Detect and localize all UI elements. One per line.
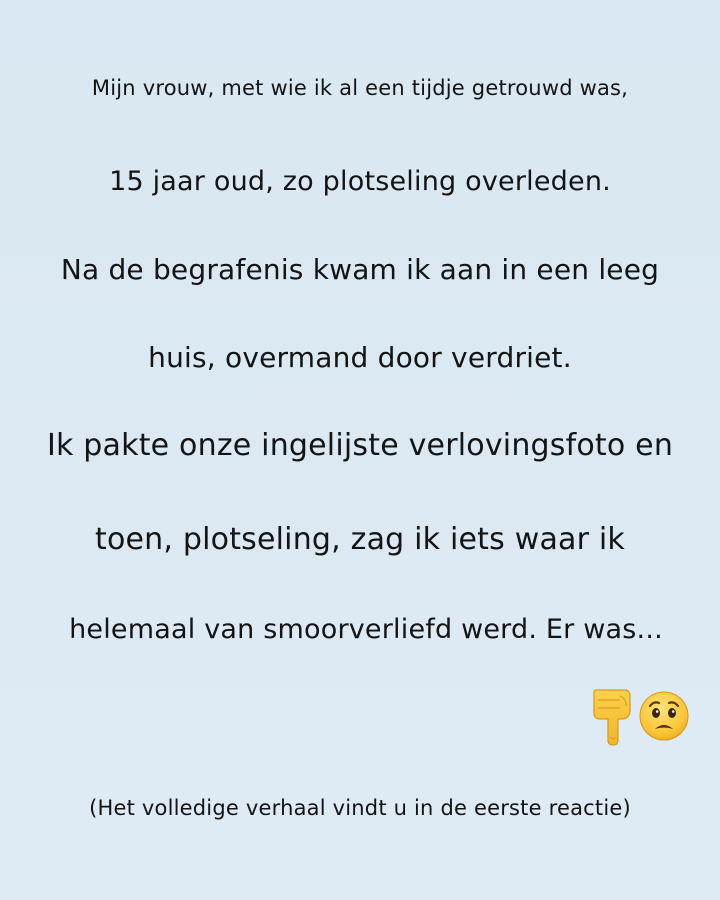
anxious-face-icon [638, 690, 690, 742]
story-line-5: Ik pakte onze ingelijste verlovingsfoto en [46, 428, 674, 463]
story-line-1: Mijn vrouw, met wie ik al een tijdje getrouwd was, [91, 76, 629, 100]
story-line-7: helemaal van smoorverliefd werd. Er was... [69, 614, 663, 645]
story-line-6: toen, plotseling, zag ik iets waar ik [95, 522, 625, 557]
footer-note: (Het volledige verhaal vindt u in de eerste reactie) [89, 796, 631, 820]
story-line-2: 15 jaar oud, zo plotseling overleden. [109, 166, 611, 197]
story-line-3: Na de begrafenis kwam ik aan in een leeg [60, 253, 660, 286]
pointing-down-icon [590, 688, 634, 746]
story-line-4: huis, overmand door verdriet. [148, 341, 572, 374]
emoji-row [590, 688, 700, 748]
